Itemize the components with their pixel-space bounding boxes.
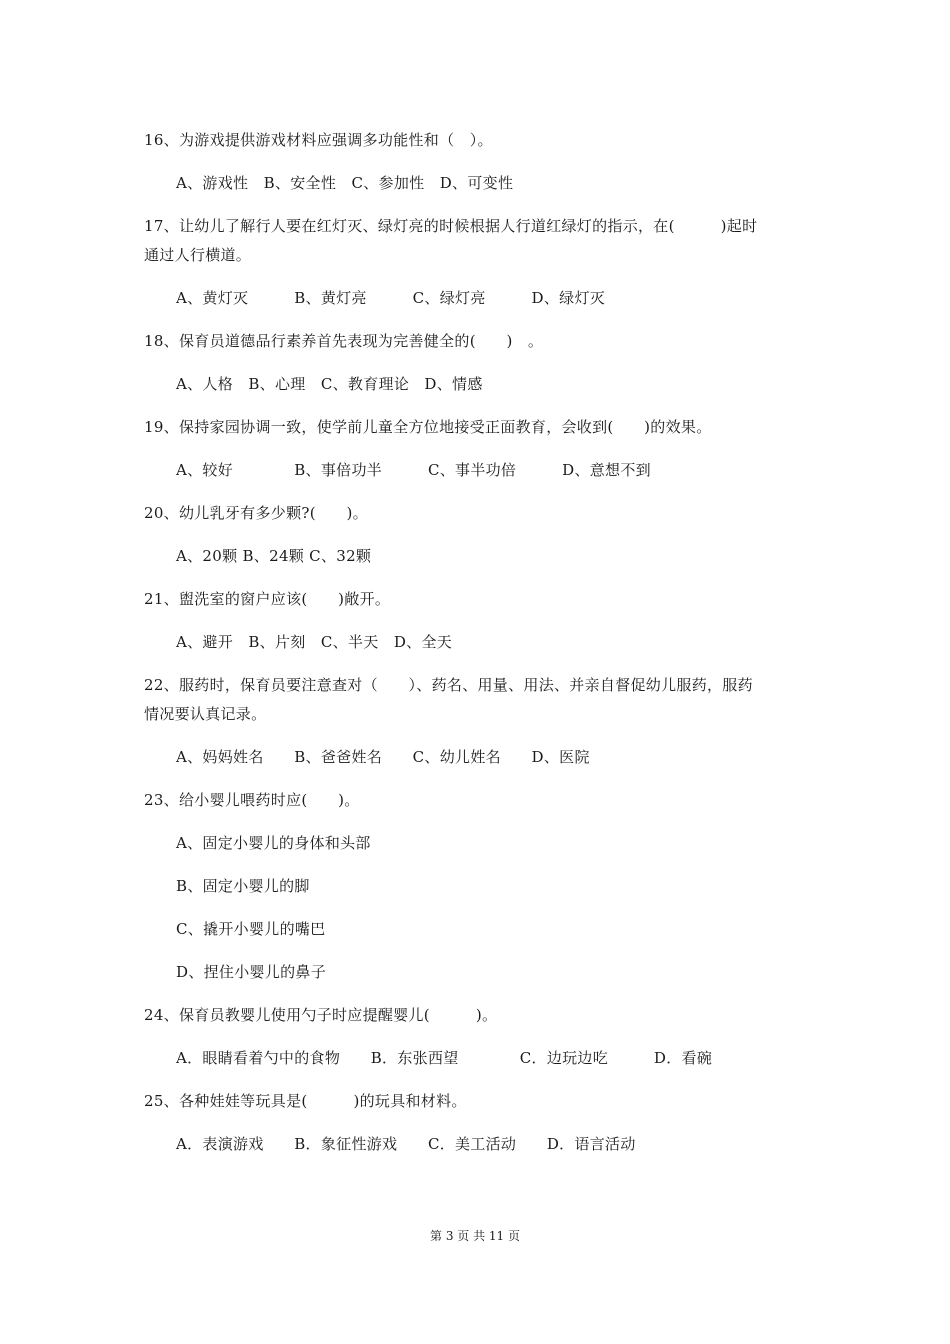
answer-options: A、20颗 B、24颗 C、32颗 xyxy=(176,547,372,565)
answer-option-c: C、撬开小婴儿的嘴巴 xyxy=(176,920,326,938)
question-23 xyxy=(144,786,814,987)
question-text: 24、保育员教婴儿使用勺子时应提醒婴儿( )。 xyxy=(144,1006,498,1024)
question-text: 19、保持家园协调一致，使学前儿童全方位地接受正面教育，会收到( )的效果。 xyxy=(144,418,712,436)
question-text: 18、保育员道德品行素养首先表现为完善健全的( ) 。 xyxy=(144,332,544,350)
answer-options: A、避开 B、片刻 C、半天 D、全天 xyxy=(176,633,453,651)
page-number-footer: 第 3 页 共 11 页 xyxy=(430,1229,520,1243)
answer-options: A、人格 B、心理 C、教育理论 D、情感 xyxy=(176,375,483,393)
answer-options: A、游戏性 B、安全性 C、参加性 D、可变性 xyxy=(176,174,514,192)
question-22 xyxy=(144,671,814,772)
answer-option-a: A、固定小婴儿的身体和头部 xyxy=(176,834,371,852)
question-text: 21、盥洗室的窗户应该( )敞开。 xyxy=(144,590,391,608)
answer-options: A．眼睛看着勺中的食物 B．东张西望 C．边玩边吃 D．看碗 xyxy=(176,1049,713,1067)
answer-options: A．表演游戏 B．象征性游戏 C．美工活动 D．语言活动 xyxy=(176,1135,636,1153)
question-21 xyxy=(144,585,814,657)
question-16 xyxy=(144,126,814,198)
answer-options: A、较好 B、事倍功半 C、事半功倍 D、意想不到 xyxy=(176,461,651,479)
question-text: 23、给小婴儿喂药时应( )。 xyxy=(144,791,360,809)
question-17 xyxy=(144,212,814,313)
question-text: 17、让幼儿了解行人要在红灯灭、绿灯亮的时候根据人行道红绿灯的指示，在( )起时 通过人行横道。 xyxy=(144,217,758,264)
answer-options: A、黄灯灭 B、黄灯亮 C、绿灯亮 D、绿灯灭 xyxy=(176,289,606,307)
question-list xyxy=(144,126,814,1173)
question-19 xyxy=(144,413,814,485)
answer-option-d: D、捏住小婴儿的鼻子 xyxy=(176,963,327,981)
question-18 xyxy=(144,327,814,399)
answer-option-b: B、固定小婴儿的脚 xyxy=(176,877,310,895)
question-text: 22、服药时，保育员要注意查对（ ）、药名、用量、用法、并亲自督促幼儿服药，服药 情况要认真记录。 xyxy=(144,676,753,723)
question-20 xyxy=(144,499,814,571)
question-text: 16、为游戏提供游戏材料应强调多功能性和（ ）。 xyxy=(144,131,493,149)
question-text: 20、幼儿乳牙有多少颗?( )。 xyxy=(144,504,368,522)
question-text: 25、各种娃娃等玩具是( )的玩具和材料。 xyxy=(144,1092,467,1110)
question-24 xyxy=(144,1001,814,1073)
answer-options: A、妈妈姓名 B、爸爸姓名 C、幼儿姓名 D、医院 xyxy=(176,748,590,766)
question-25 xyxy=(144,1087,814,1159)
